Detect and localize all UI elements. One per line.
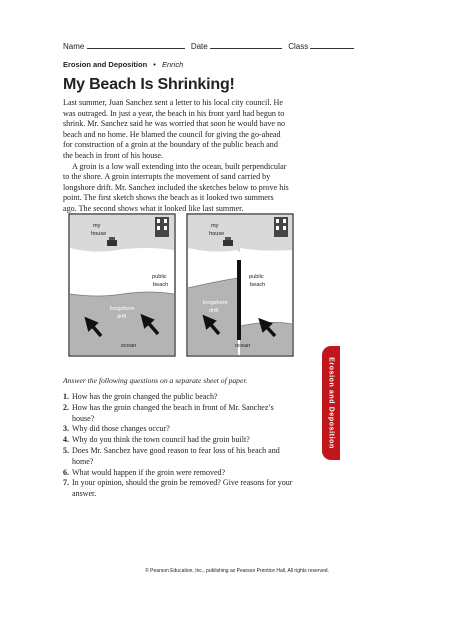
question-item bbox=[63, 446, 293, 468]
longshore-drift-label-line-2: drift bbox=[117, 314, 127, 320]
worksheet-type: Enrich bbox=[162, 60, 184, 69]
sketch-last-summer bbox=[187, 214, 293, 356]
name-label: Name bbox=[63, 42, 85, 51]
public-beach-label-line-2: beach bbox=[250, 282, 266, 288]
question-number: 5. bbox=[63, 445, 69, 455]
class-label: Class bbox=[288, 42, 309, 51]
question-text: Why do you think the town council had the groin built? bbox=[72, 435, 250, 445]
bullet-separator: • bbox=[153, 60, 156, 69]
chapter-side-tab-label: Erosion and Deposition bbox=[327, 357, 335, 449]
instructions: Answer the following questions on a separate sheet of paper. bbox=[63, 376, 248, 385]
longshore-drift-label-line-2: drift bbox=[209, 308, 219, 314]
question-item bbox=[63, 435, 293, 446]
student-info-line bbox=[63, 41, 323, 51]
question-text: What would happen if the groin were removed? bbox=[72, 467, 226, 477]
question-number: 3. bbox=[63, 424, 69, 434]
chapter-name: Erosion and Deposition bbox=[63, 60, 148, 69]
section-label bbox=[63, 60, 183, 69]
question-text: How has the groin changed the beach in front of Mr. Sanchez’s house? bbox=[72, 402, 274, 423]
public-beach-label-line-1: public bbox=[249, 274, 264, 280]
question-item bbox=[63, 403, 293, 425]
sketch-1-beach bbox=[70, 248, 174, 296]
question-item bbox=[63, 424, 293, 435]
beach-sketches bbox=[63, 208, 299, 358]
my-house-label-line-1: my bbox=[93, 223, 101, 229]
sketch-2-ocean-left bbox=[188, 278, 238, 355]
question-list bbox=[63, 392, 293, 500]
question-number: 7. bbox=[63, 478, 69, 488]
longshore-drift-label-line-1: longshore bbox=[203, 300, 228, 306]
paragraph-2: A groin is a low wall extending into the ocean, built perpendicular to the shore. A groin interrupts the movement of sand carried by longshore drift. Mr. Sanchez included the sketches below to prove his point. The first sketch shows the beach as it looked two summers ago. The second shows what it looked like last summer. bbox=[63, 161, 289, 213]
question-item bbox=[63, 392, 293, 403]
class-blank[interactable] bbox=[310, 41, 354, 49]
question-text: How has the groin changed the public beach? bbox=[72, 392, 218, 401]
my-house-label-line-2: house bbox=[209, 231, 225, 237]
my-house-label-line-1: my bbox=[211, 223, 219, 229]
question-item bbox=[63, 468, 293, 479]
groin-wall bbox=[237, 260, 241, 340]
longshore-drift-label-line-1: longshore bbox=[110, 306, 135, 312]
public-beach-label-line-2: beach bbox=[153, 282, 169, 288]
date-label: Date bbox=[190, 42, 208, 51]
ocean-label: ocean bbox=[235, 343, 251, 349]
date-blank[interactable] bbox=[210, 41, 282, 49]
name-blank[interactable] bbox=[87, 41, 185, 49]
question-text: Does Mr. Sanchez have good reason to fear loss of his beach and home? bbox=[72, 445, 280, 466]
question-text: In your opinion, should the groin be removed? Give reasons for your answer. bbox=[72, 478, 293, 499]
building-icon bbox=[155, 217, 169, 237]
question-number: 4. bbox=[63, 435, 69, 445]
question-number: 6. bbox=[63, 467, 69, 477]
building-icon bbox=[274, 217, 288, 237]
sketch-2-beach-right bbox=[240, 248, 292, 326]
question-text: Why did those changes occur? bbox=[72, 424, 170, 434]
story-text bbox=[63, 98, 289, 215]
ocean-label: ocean bbox=[121, 343, 137, 349]
public-beach-label-line-1: public bbox=[152, 274, 167, 280]
question-number: 2. bbox=[63, 402, 69, 412]
my-house-label-line-2: house bbox=[91, 231, 107, 237]
question-item bbox=[63, 478, 293, 500]
page-title: My Beach Is Shrinking! bbox=[63, 76, 235, 93]
question-number: 1. bbox=[63, 392, 69, 401]
copyright-footer: © Pearson Education, Inc., publishing as Pearson Prentice Hall. All rights reserved. bbox=[145, 568, 329, 574]
paragraph-1: Last summer, Juan Sanchez sent a letter to his local city council. He was outraged. In just a year, the beach in his front yard had begun to shrink. Mr. Sanchez said he was worried that soon he would have no beach and no home. He blamed the council for giving the go-ahead for construction of a groin at the boundary of the public beach and the beach in front of his house. bbox=[63, 98, 286, 160]
sketch-two-summers-ago bbox=[69, 214, 175, 356]
